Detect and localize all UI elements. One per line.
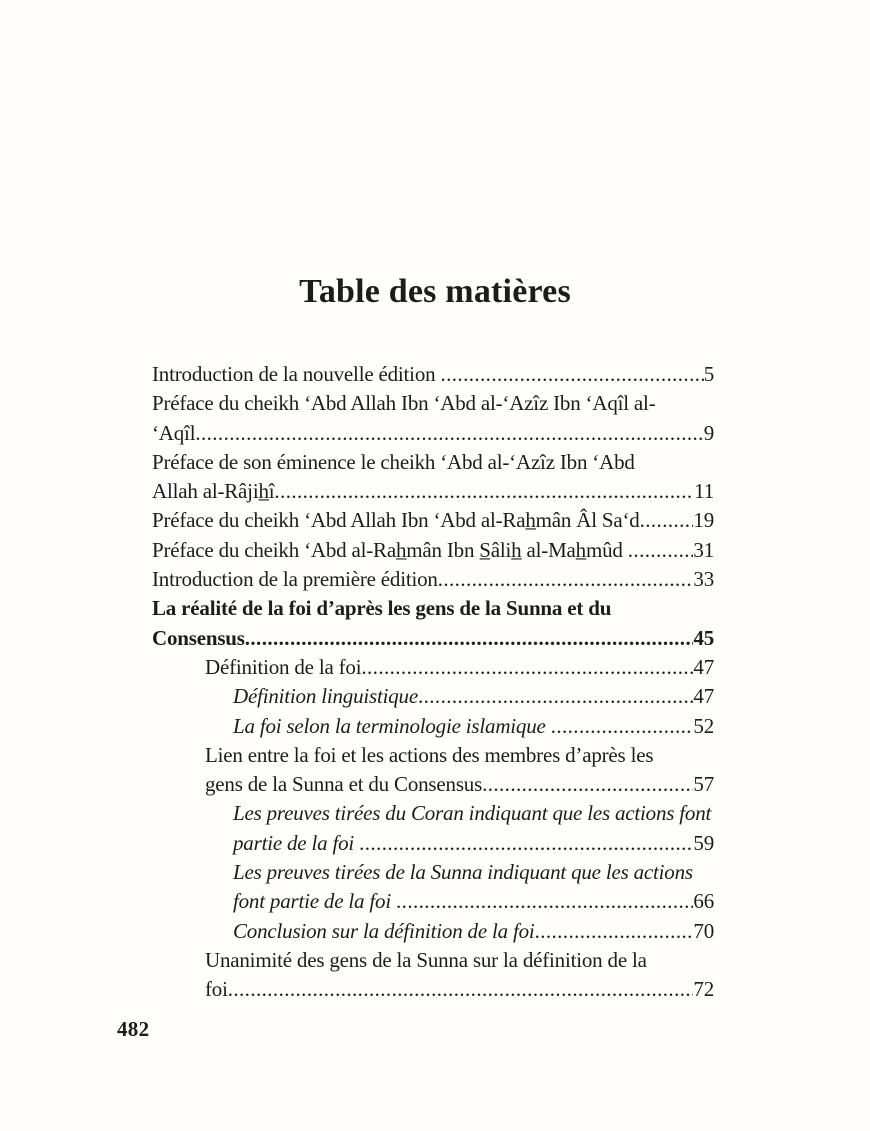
toc-entry-line: Lien entre la foi et les actions des membres d’après les (205, 742, 654, 767)
page-title: Table des matières (299, 273, 571, 310)
toc-entry (152, 682, 714, 711)
toc-entry-text: Définition de la foi (205, 654, 362, 679)
toc-entry-lastline (233, 829, 714, 858)
toc-entry-page-number: 45 (693, 625, 714, 650)
toc-entry-lastline (233, 682, 714, 711)
toc-entry-page-number: 33 (693, 567, 714, 592)
toc-entry-page-number: 57 (693, 772, 714, 797)
dot-leader (551, 712, 694, 741)
toc-entry (152, 506, 714, 535)
toc-entry-line: Les preuves tirées du Coran indiquant que les actions font (233, 801, 712, 826)
toc-entry-lastline (205, 975, 714, 1004)
toc-entry (152, 917, 714, 946)
toc-entry-page-number: 31 (693, 537, 714, 562)
toc-entry-line: Préface de son éminence le cheikh ‘Abd al-‘Azîz Ibn ‘Abd (152, 449, 635, 474)
toc-entry (152, 565, 714, 594)
toc-entry-text: Introduction de la nouvelle édition (152, 362, 441, 386)
dot-leader (228, 975, 694, 1004)
toc-entry (152, 858, 714, 917)
toc-entry-lastline (233, 917, 714, 946)
toc-entry-text: foi (205, 977, 228, 1002)
dot-leader (361, 653, 693, 682)
toc-entry (152, 448, 714, 507)
toc-entry (152, 712, 714, 741)
toc-entry-text: font partie de la foi (233, 889, 397, 914)
toc-entry-text: Préface du cheikh ‘Abd Allah Ibn ‘Abd al-Rah̲mân Âl Sa‘d (152, 508, 640, 533)
toc-entry-page-number: 9 (703, 420, 714, 445)
toc-entry-text: La foi selon la terminologie islamique (233, 713, 551, 738)
toc-entry-page-number: 5 (703, 362, 714, 386)
dot-leader (482, 770, 693, 799)
dot-leader (396, 887, 693, 916)
toc-entry-page-number: 72 (693, 977, 714, 1002)
toc-entry-lastline (205, 770, 714, 799)
toc-entry-lastline (152, 360, 714, 389)
toc-entry-line: Les preuves tirées de la Sunna indiquant que les actions (233, 860, 693, 885)
toc-entry-text: Allah al-Râjih̲î (152, 479, 275, 504)
toc-entry-line: La réalité de la foi d’après les gens de la Sunna et du (152, 596, 612, 621)
toc-entry-lastline (205, 653, 714, 682)
toc-entry-text: Préface du cheikh ‘Abd al-Rah̲mân Ibn S̲âlih̲ al-Mah̲mûd (152, 537, 628, 562)
toc-entry (152, 389, 714, 448)
toc-entry (152, 741, 714, 800)
toc-entry-text: partie de la foi (233, 830, 360, 855)
dot-leader (418, 682, 693, 711)
toc-entry-lastline (152, 624, 714, 653)
toc-entry (152, 594, 714, 653)
toc-entry-page-number: 66 (693, 889, 714, 914)
toc-entry-lastline (152, 419, 714, 448)
dot-leader (438, 565, 694, 594)
toc-entry-line: Préface du cheikh ‘Abd Allah Ibn ‘Abd al-‘Azîz Ibn ‘Aqîl al- (152, 391, 656, 416)
toc-entry-line: Unanimité des gens de la Sunna sur la définition de la (205, 947, 647, 972)
toc-entry-text: gens de la Sunna et du Consensus (205, 772, 483, 797)
toc-entry-page-number: 59 (693, 830, 714, 855)
toc-entry (152, 360, 714, 389)
dot-leader (440, 360, 703, 389)
dot-leader (628, 536, 694, 565)
toc-entry-text: Définition linguistique (233, 684, 418, 709)
toc-entry-text: Consensus (152, 625, 245, 650)
toc-entry-page-number: 47 (693, 684, 714, 709)
toc-entry-lastline (152, 536, 714, 565)
toc-entry-page-number: 70 (693, 918, 714, 943)
toc-entry-lastline (233, 887, 714, 916)
toc-entry-text: ‘Aqîl (152, 420, 196, 445)
toc-entry-text: Conclusion sur la définition de la foi (233, 918, 535, 943)
dot-leader (640, 506, 694, 535)
dot-leader (359, 829, 693, 858)
toc-entry-lastline (152, 506, 714, 535)
toc-entry-text: Introduction de la première édition (152, 567, 438, 592)
dot-leader (274, 477, 694, 506)
toc-entry (152, 946, 714, 1005)
toc-entry-lastline (233, 712, 714, 741)
dot-leader (535, 917, 694, 946)
toc-entries (152, 360, 714, 1005)
toc-entry-page-number: 11 (694, 479, 714, 504)
toc-entry (152, 536, 714, 565)
toc-entry (152, 653, 714, 682)
page-number: 482 (117, 1017, 150, 1041)
dot-leader (245, 624, 694, 653)
toc-entry (152, 799, 714, 858)
toc-entry-page-number: 52 (693, 713, 714, 738)
toc-entry-page-number: 19 (693, 508, 714, 533)
toc-entry-lastline (152, 477, 714, 506)
toc-entry-lastline (152, 565, 714, 594)
dot-leader (195, 419, 703, 448)
toc-entry-page-number: 47 (693, 654, 714, 679)
